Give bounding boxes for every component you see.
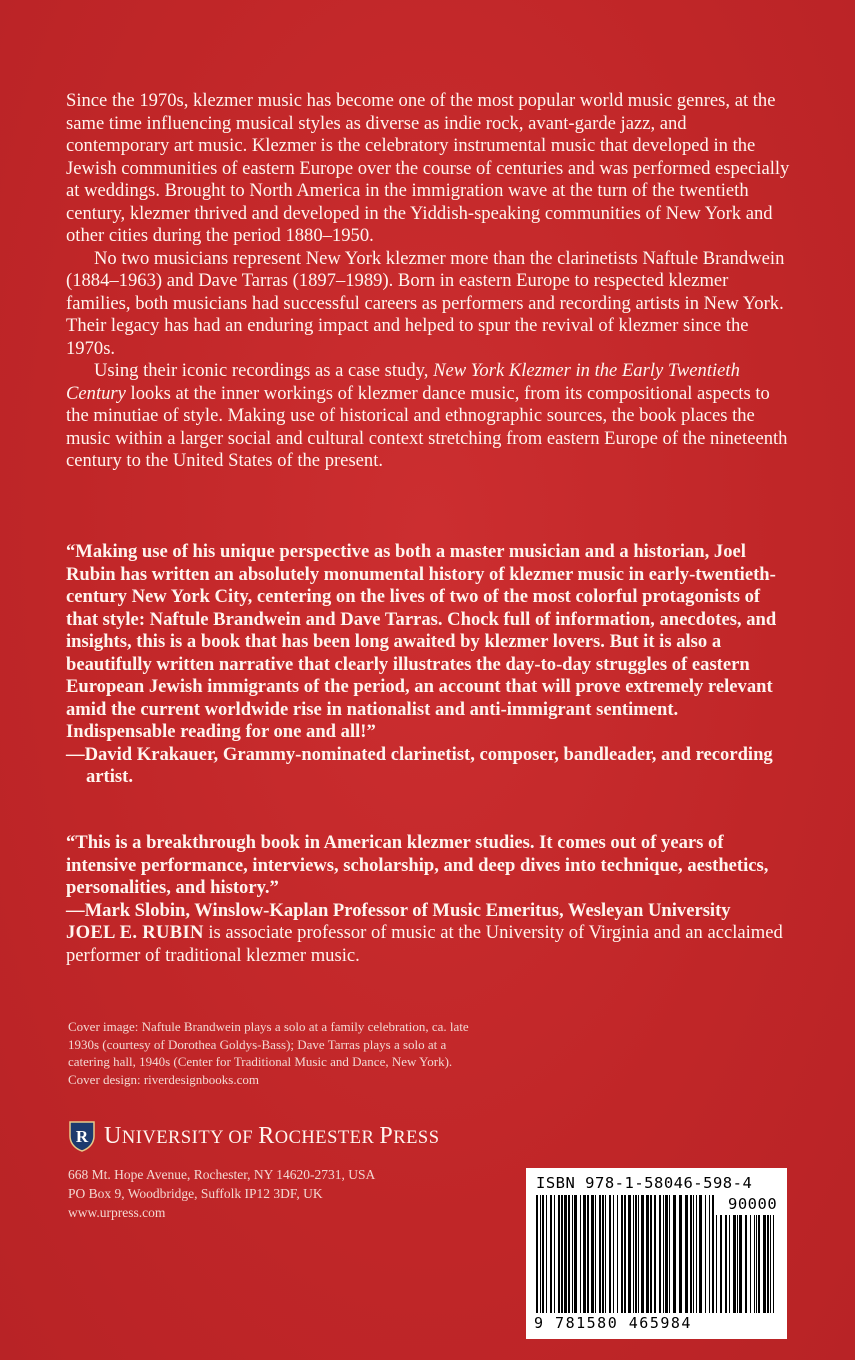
barcode-bar (591, 1195, 594, 1313)
barcode-bar (568, 1195, 570, 1313)
author-bio (66, 922, 791, 967)
barcode-bar (646, 1195, 649, 1313)
quote-text: “This is a breakthrough book in American klezmer studies. It comes out of years of intensive performance, interviews, scholarship, and deep dives into technique, aesthetics, personalities, and history.” (66, 832, 769, 898)
barcode-bar (587, 1195, 589, 1313)
author-name: JOEL E. RUBIN (66, 922, 204, 943)
barcode-bar (546, 1195, 547, 1313)
publisher-name: UNIVERSITY OF ROCHESTER PRESS (104, 1122, 440, 1149)
barcode-bar (654, 1195, 656, 1313)
barcode-bar (663, 1195, 664, 1313)
barcode-bar (673, 1195, 676, 1313)
barcode-bar (595, 1195, 596, 1313)
barcode-bar (665, 1195, 668, 1313)
publisher-address (68, 1165, 375, 1222)
barcode-bar (767, 1215, 769, 1313)
barcode-bar (635, 1195, 637, 1313)
barcode-bar (763, 1215, 766, 1313)
barcode-bar (572, 1195, 573, 1313)
cover-design-credit: Cover design: riverdesignbooks.com (68, 1071, 259, 1087)
barcode-bar (709, 1195, 710, 1313)
quote-text: “Making use of his unique perspective as both a master musician and a historian, Joel Rubin has written an absolutely monumental history of klezmer music in early-twentieth-century New York City, centering on the lives of two of the most colorful protagonists of that style: Naftule Brandwein and Dave Tarras. Chock full of information, anecdotes, and insights, this is a book that has been long awaited by klezmer lovers. But it is also a beautifully written narrative that clearly illustrates the day-to-day struggles of eastern European Jewish immigrants of the period, an account that will prove extremely relevant amid the current worldwide rise in nationalist and anti-immigrant sentiment. Indispensable reading for one and all!” (66, 541, 777, 742)
description-paragraph-1: Since the 1970s, klezmer music has become one of the most popular world music genres, at the same time influencing musical styles as diverse as indie rock, avant-garde jazz, and contemporary art music. Klezmer is the celebratory instrumental music that developed in the Jewish communities of eastern Europe over the course of centuries and was performed especially at weddings. Brought to North America in the immigration wave at the turn of the twentieth century, klezmer thrived and developed in the Yiddish-speaking communities of New York and other cities during the period 1880–1950. (66, 90, 790, 246)
barcode-bar (712, 1195, 714, 1313)
barcode-bar (659, 1195, 661, 1313)
barcode-bar (696, 1195, 697, 1313)
barcode-bar (685, 1195, 688, 1313)
description-p3-lead: Using their iconic recordings as a case study, (94, 360, 434, 381)
isbn-barcode (526, 1168, 787, 1339)
barcode-bar (536, 1195, 538, 1313)
endorsement-krakauer (66, 541, 791, 789)
book-description (66, 90, 791, 473)
barcode-bar (561, 1195, 563, 1313)
shield-icon (68, 1120, 96, 1152)
barcode-bar (621, 1195, 623, 1313)
barcode-bar (542, 1195, 544, 1313)
barcode-bar (716, 1215, 717, 1313)
price-code: 90000 (728, 1195, 778, 1213)
cover-credits (68, 1018, 488, 1088)
barcode-bar (583, 1195, 586, 1313)
barcode-bar (720, 1215, 722, 1313)
barcode-bar (737, 1215, 738, 1313)
barcode-bar (650, 1195, 652, 1313)
barcode-bar (574, 1195, 577, 1313)
quote-attribution: —David Krakauer, Grammy-nominated clarinetist, composer, bandleader, and recording artist. (66, 743, 773, 787)
barcode-bar (745, 1215, 747, 1313)
barcode-bar (750, 1215, 751, 1313)
description-p3-rest: looks at the inner workings of klezmer dance music, from its compositional aspects to the minutiae of style. Making use of historical and ethnographic sources, the book places the music within a larger social and cultural context stretching from eastern Europe of the nineteenth century to the United States of the present. (66, 382, 788, 471)
barcode-bar (729, 1215, 730, 1313)
author-bio-text: is associate professor of music at the University of Virginia and an acclaimed performer of traditional klezmer music. (66, 922, 783, 966)
barcode-bar (599, 1195, 601, 1313)
barcode-bar (733, 1215, 736, 1313)
quote-attribution: —Mark Slobin, Winslow-Kaplan Professor of Music Emeritus, Wesleyan University (66, 899, 731, 921)
barcode-bar (628, 1195, 631, 1313)
endorsement-slobin (66, 832, 791, 922)
book-title-italic: New York Klezmer in the Early Twentieth Century (66, 360, 740, 404)
barcode-bar (770, 1215, 771, 1313)
barcode-bar (669, 1195, 670, 1313)
barcode-bar (564, 1195, 567, 1313)
barcode-bar (739, 1215, 742, 1313)
cover-image-credit: Cover image: Naftule Brandwein plays a solo at a family celebration, ca. late 1930s (courtesy of Dorothea Goldys-Bass); Dave Tarras plays a solo at a catering hall, 1940s (Center for Traditional Music and Dance, New York). (68, 1019, 469, 1069)
barcode-bar (641, 1195, 644, 1313)
barcode-bar (758, 1215, 760, 1313)
ean-digits: 9 781580 465984 (534, 1314, 692, 1332)
barcode-bar (605, 1195, 606, 1313)
address-line-1: 668 Mt. Hope Avenue, Rochester, NY 14620-2731, USA (68, 1167, 376, 1182)
address-line-2: PO Box 9, Woodbridge, Suffolk IP12 3DF, UK (68, 1186, 323, 1201)
barcode-bar (638, 1195, 639, 1313)
barcode-bar (550, 1195, 552, 1313)
description-paragraph-2: No two musicians represent New York klezmer more than the clarinetists Naftule Brandwein (1884–1963) and Dave Tarras (1897–1989). Born in eastern Europe to respected klezmer families, both musicians had successful careers as performers and recording artists in New York. Their legacy has had an enduring impact and helped to spur the revival of klezmer since the 1970s. (66, 247, 785, 359)
barcode-bar (558, 1195, 560, 1313)
description-paragraph-3 (66, 360, 791, 473)
barcode-bar (540, 1195, 541, 1313)
barcode-bar (754, 1215, 755, 1313)
barcode-bar (617, 1195, 618, 1313)
barcode-bar (679, 1195, 682, 1313)
barcode-bar (756, 1215, 757, 1313)
barcode-bar (624, 1195, 626, 1313)
publisher-logo (68, 1120, 440, 1152)
barcode-bar (699, 1195, 702, 1313)
barcode-bar (613, 1195, 614, 1313)
barcode-bar (602, 1195, 604, 1313)
barcode-bar (693, 1195, 694, 1313)
publisher-website: www.urpress.com (68, 1205, 166, 1220)
shield-letter: R (75, 1127, 89, 1146)
barcode-bar (633, 1195, 634, 1313)
barcode-bar (773, 1215, 774, 1313)
isbn-text: ISBN 978-1-58046-598-4 (536, 1174, 753, 1192)
barcode-bar (705, 1195, 706, 1313)
barcode-bar (580, 1195, 581, 1313)
barcode-bar (554, 1195, 555, 1313)
barcode-bar (690, 1195, 692, 1313)
barcode-bar (609, 1195, 611, 1313)
barcode-bar (725, 1215, 727, 1313)
